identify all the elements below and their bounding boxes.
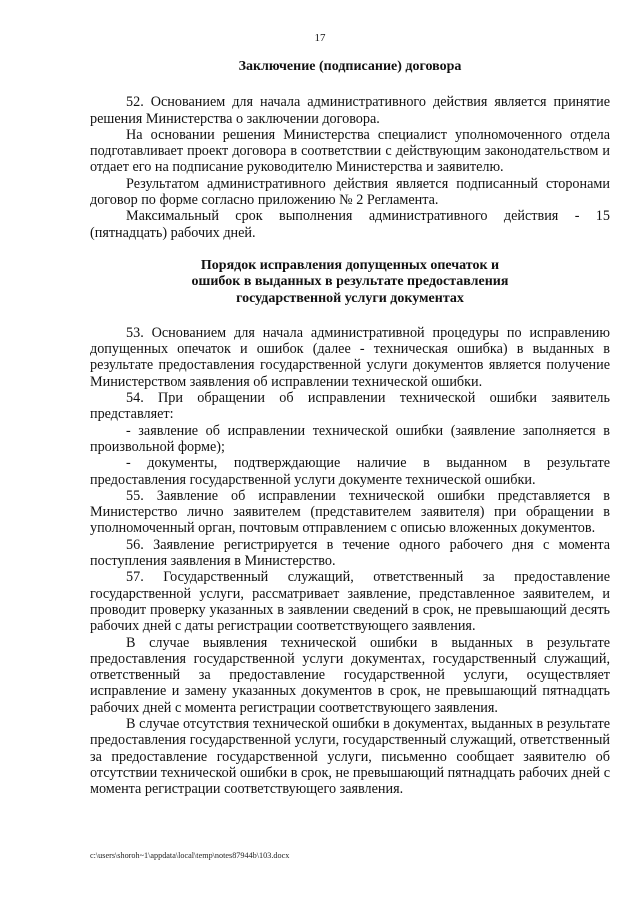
heading-line: Заключение (подписание) договора	[238, 59, 462, 74]
paragraph-57: 57. Государственный служащий, ответственный за предоставление государственной услуги, рассматривает заявление, представленное заявителем, и проводит проверку указанных в заявлении сведений в срок, не превышающий десять рабочих дней с даты регистрации соответствующего заявления.	[90, 569, 610, 635]
page-number: 17	[314, 32, 326, 44]
list-item: - заявление об исправлении технической ошибки (заявление заполняется в произвольной форме);	[90, 422, 610, 455]
paragraph: Результатом административного действия является подписанный сторонами договор по форме согласно приложению № 2 Регламента.	[90, 175, 610, 209]
paragraph-56: 56. Заявление регистрируется в течение одного рабочего дня с момента поступления заявления в Министерство.	[90, 536, 610, 570]
paragraph-53: 53. Основанием для начала административной процедуры по исправлению допущенных опечаток и ошибок (далее - техническая ошибка) в выданных в результате предоставления государственной услуги документов является получение Министерством заявления об исправлении технической ошибки.	[90, 324, 610, 390]
paragraph: В случае выявления технической ошибки в выданных в результате предоставления государственной услуги документах, государственный служащий, ответственный за предоставление государственной услуги, осуществляет исправление и замену указанных документов в срок, не превышающий пятнадцать рабочих дней с момента регистрации соответствующего заявления.	[90, 634, 610, 716]
section-heading-corrections	[90, 258, 610, 307]
heading-line: государственной услуги документах	[236, 290, 464, 306]
list-item: - документы, подтверждающие наличие в выданном в результате предоставления государственной услуги документе технической ошибки.	[90, 455, 610, 488]
paragraph: В случае отсутствия технической ошибки в документах, выданных в результате предоставления государственной услуги, государственный служащий, ответственный за предоставление государственной услуги, письменно сообщает заявителю об отсутствии технической ошибки в срок, не превышающий пятнадцать рабочих дней с момента регистрации соответствующего заявления.	[90, 715, 610, 798]
document-body	[90, 59, 610, 797]
heading-line: ошибок в выданных в результате предоставления	[191, 274, 509, 290]
paragraph-55: 55. Заявление об исправлении технической ошибки представляется в Министерство лично заявителем (представителем заявителя) при обращении в уполномоченный орган, почтовым отправлением с описью вложенных документов.	[90, 487, 610, 537]
section-heading-contract	[90, 59, 610, 75]
paragraph-54: 54. При обращении об исправлении технической ошибки заявитель представляет:	[90, 390, 610, 423]
paragraph: Максимальный срок выполнения административного действия - 15 (пятнадцать) рабочих дней.	[90, 208, 610, 241]
paragraph: На основании решения Министерства специалист уполномоченного отдела подготавливает проект договора в соответствии с действующим законодательством и отдает его на подписание руководителю Министерства и заявителю.	[90, 126, 610, 176]
heading-line: Порядок исправления допущенных опечаток и	[200, 257, 500, 273]
paragraph-52: 52. Основанием для начала административного действия является принятие решения Министерства о заключении договора.	[90, 94, 610, 127]
footer-file-path: c:\users\shoroh~1\appdata\local\temp\notes87944b\103.docx	[90, 851, 290, 860]
